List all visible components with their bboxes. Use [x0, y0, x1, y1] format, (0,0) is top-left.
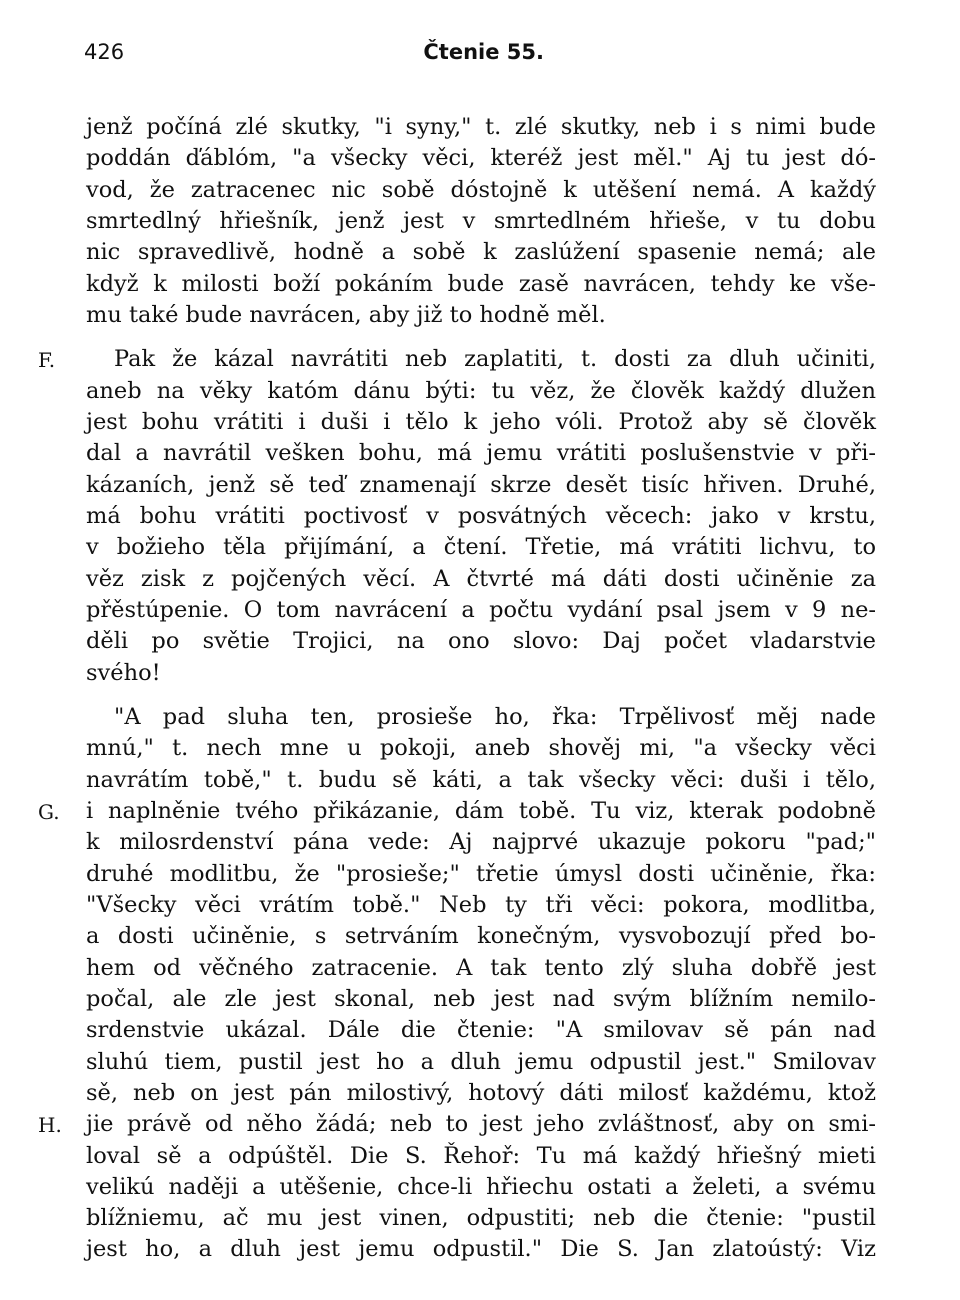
- text-line: navrátím tobě," t. budu sě káti, a tak všecky věci: duši i tělo,: [86, 766, 876, 793]
- text-line: "Všecky věci vrátím tobě." Neb ty tři věci: pokora, modlitba,: [86, 891, 876, 918]
- text-line: nic spravedlivě, hodně a sobě k zaslúžení spasenie nemá; ale: [86, 239, 876, 266]
- text-line: srdenstvie ukázal. Dále die čtenie: "A smilovav sě pán nad: [86, 1017, 876, 1044]
- section-marker-h: H.: [38, 1113, 62, 1138]
- text-line: kázaních, jenž sě teď znamenají skrze desět tisíc hřiven. Druhé,: [86, 471, 876, 498]
- page-number: 426: [84, 40, 125, 64]
- text-line: poddán ďáblóm, "a všecky věci, kteréž jest měl." Aj tu jest dó-: [86, 145, 876, 172]
- text-line: hem od věčného zatracenie. A tak tento zlý sluha dobřě jest: [86, 954, 876, 981]
- text-line: smrtedlný hřiešník, jenž jest v smrtedlném hřieše, v tu dobu: [86, 207, 876, 234]
- running-title: Čtenie 55.: [423, 40, 544, 64]
- text-line: sě, neb on jest pán milostivý, hotový dáti milosť každému, ktož: [86, 1079, 876, 1106]
- paragraph-1: [86, 112, 876, 331]
- text-line: loval sě a odpúštěl. Die S. Řehoř: Tu má každý hřiešný mieti: [86, 1142, 876, 1169]
- text-line: jenž počíná zlé skutky, "i syny," t. zlé skutky, neb i s nimi bude: [86, 114, 876, 140]
- body-text: [38, 112, 876, 1266]
- text-line: počal, ale zle jest skonal, neb jest nad svým blížním nemilo-: [86, 985, 876, 1012]
- text-line: přěstúpenie. O tom navrácení a počtu vydání psal jsem v 9 ne-: [86, 596, 876, 623]
- text-line: když k milosti boží pokáním bude zasě navrácen, tehdy ke vše-: [86, 270, 876, 297]
- paragraph-3: [38, 702, 876, 1266]
- text-line: blížniemu, ač mu jest vinen, odpustiti; neb die čtenie: "pustil: [86, 1205, 876, 1232]
- text-line: druhé modlitbu, že "prosieše;" třetie úmysl dosti učiněnie, řka:: [86, 860, 876, 887]
- text-line: jie právě od něho žádá; neb to jest jeho zvláštnosť, aby on smi-: [86, 1111, 876, 1138]
- text-line: a dosti učiněnie, s setrváním konečným, vysvobozují před bo-: [86, 923, 876, 950]
- section-marker-g: G.: [38, 799, 60, 824]
- text-line: i naplněnie tvého přikázanie, dám tobě. Tu viz, kterak podobně: [86, 797, 876, 824]
- text-line: mnú," t. nech mne u pokoji, aneb shověj mi, "a všecky věci: [86, 735, 876, 762]
- text-line: mu také bude navrácen, aby již to hodně měl.: [86, 301, 606, 328]
- text-line: dal a navrátil vešken bohu, má jemu vrátiti poslušenstvie v při-: [86, 440, 876, 467]
- text-line: velikú naději a utěšenie, chce-li hřiechu ostati a želeti, a svému: [86, 1173, 876, 1200]
- text-line: svého!: [86, 659, 161, 686]
- text-line: jest ho, a dluh jest jemu odpustil." Die S. Jan zlatoústý: Viz: [86, 1236, 876, 1263]
- text-line: věz zisk z pojčených věcí. A čtvrté má dáti dosti učiněnie za: [86, 565, 876, 592]
- page-header: [84, 40, 544, 74]
- text-line: vod, že zatracenec nic sobě dóstojně k utěšení nemá. A každý: [86, 176, 876, 203]
- text-line: aneb na věky katóm dánu býti: tu věz, že člověk každý dlužen: [86, 377, 876, 404]
- text-line: Pak že kázal navrátiti neb zaplatiti, t. dosti za dluh učiniti,: [114, 346, 876, 373]
- text-line: jest bohu vrátiti i duši i tělo k jeho vóli. Protož aby sě člověk: [86, 408, 876, 435]
- section-marker-f: F.: [38, 348, 56, 373]
- text-line: k milosrdenství pána vede: Aj najprvé ukazuje pokoru "pad;": [86, 829, 876, 856]
- text-line: v božieho těla přijímání, a čtení. Třetie, má vrátiti lichvu, to: [86, 534, 876, 561]
- text-line: sluhú tiem, pustil jest ho a dluh jemu odpustil jest." Smilovav: [86, 1048, 876, 1075]
- paragraph-2: [38, 344, 876, 689]
- text-line: má bohu vrátiti poctivosť v posvátných věcech: jako v krstu,: [86, 502, 876, 529]
- text-line: "A pad sluha ten, prosieše ho, řka: Trpělivosť měj nade: [114, 703, 876, 730]
- text-line: děli po světie Trojici, na ono slovo: Daj počet vladarstvie: [86, 628, 876, 655]
